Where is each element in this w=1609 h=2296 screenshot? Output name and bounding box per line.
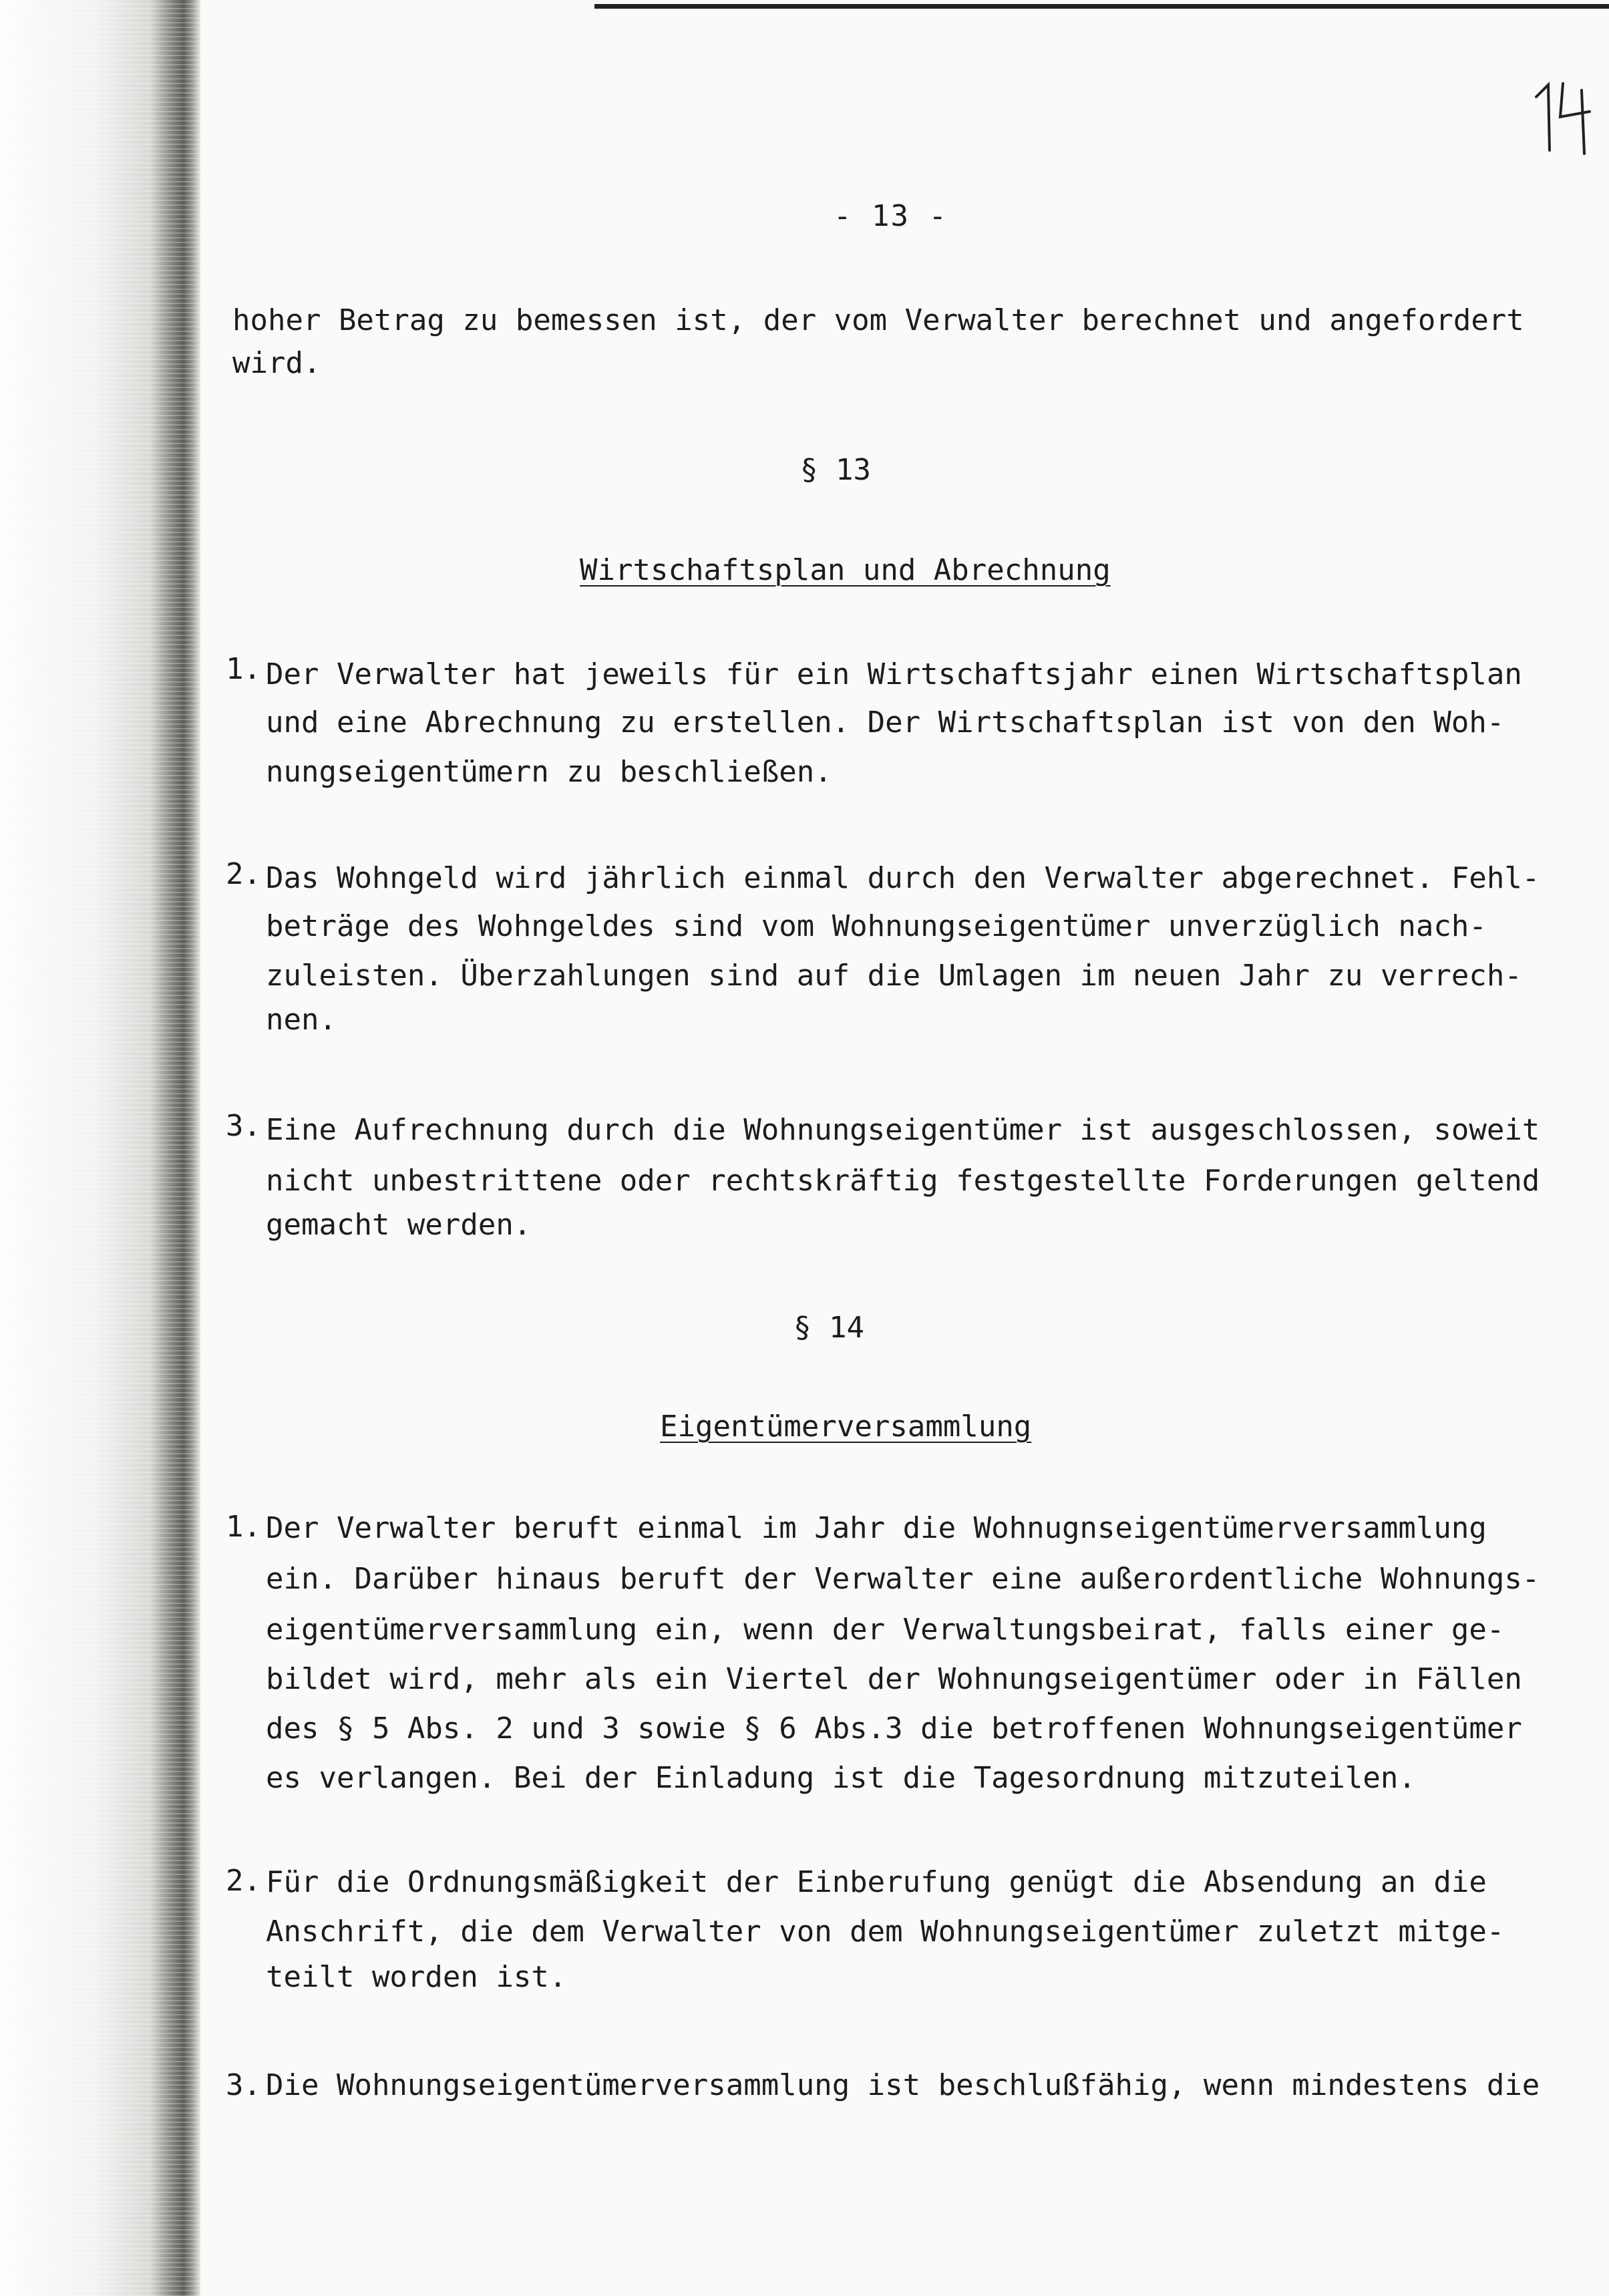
section-14-title: Eigentümerversammlung	[660, 1410, 1032, 1444]
item-line: nicht unbestrittene oder rechtskräftig festgestellte Forderungen geltend	[266, 1164, 1540, 1198]
item-line: Eine Aufrechnung durch die Wohnungseigentümer ist ausgeschlossen, soweit	[266, 1113, 1540, 1147]
item-number: 2.	[226, 857, 261, 891]
section-13-mark: § 13	[800, 453, 871, 487]
item-line: Anschrift, die dem Verwalter von dem Wohnungseigentümer zuletzt mitge-	[266, 1915, 1505, 1949]
page-number: - 13 -	[834, 199, 948, 233]
item-line: ein. Darüber hinaus beruft der Verwalter eine außerordentliche Wohnungs-	[266, 1562, 1540, 1596]
continuation-line: hoher Betrag zu bemessen ist, der vom Verwalter berechnet und angefordert	[232, 303, 1524, 337]
scan-binding-edge	[0, 0, 200, 2296]
item-line: nen.	[266, 1003, 337, 1037]
section-13-title: Wirtschaftsplan und Abrechnung	[580, 553, 1111, 587]
item-line: teilt worden ist.	[266, 1960, 567, 1994]
item-line: gemacht werden.	[266, 1208, 532, 1242]
item-line: Der Verwalter beruft einmal im Jahr die Wohnugnseigentümerversammlung	[266, 1511, 1487, 1545]
item-line: Für die Ordnungsmäßigkeit der Einberufung genügt die Absendung an die	[266, 1865, 1487, 1899]
item-line: eigentümerversammlung ein, wenn der Verwaltungsbeirat, falls einer ge-	[266, 1613, 1505, 1647]
item-number: 1.	[226, 1510, 261, 1544]
item-line: zuleisten. Überzahlungen sind auf die Umlagen im neuen Jahr zu verrech-	[266, 959, 1522, 993]
section-14-mark: § 14	[793, 1311, 864, 1345]
item-line: des § 5 Abs. 2 und 3 sowie § 6 Abs.3 die betroffenen Wohnungseigentümer	[266, 1711, 1522, 1746]
item-number: 3.	[226, 1109, 261, 1143]
item-line: und eine Abrechnung zu erstellen. Der Wirtschaftsplan ist von den Woh-	[266, 705, 1505, 740]
item-number: 2.	[226, 1864, 261, 1898]
item-line: es verlangen. Bei der Einladung ist die Tagesordnung mitzuteilen.	[266, 1761, 1416, 1795]
item-line: Das Wohngeld wird jährlich einmal durch den Verwalter abgerechnet. Fehl-	[266, 861, 1540, 895]
continuation-line: wird.	[232, 346, 321, 380]
item-line: beträge des Wohngeldes sind vom Wohnungseigentümer unverzüglich nach-	[266, 909, 1487, 943]
item-line: Der Verwalter hat jeweils für ein Wirtschaftsjahr einen Wirtschaftsplan	[266, 657, 1522, 691]
handwritten-page-number	[1530, 70, 1596, 164]
item-line: bildet wird, mehr als ein Viertel der Wohnungseigentümer oder in Fällen	[266, 1662, 1522, 1696]
item-line: nungseigentümern zu beschließen.	[266, 755, 832, 789]
item-number: 3.	[226, 2068, 261, 2102]
top-rule	[594, 4, 1609, 9]
item-line: Die Wohnungseigentümerversammlung ist beschlußfähig, wenn mindestens die	[266, 2068, 1540, 2102]
item-number: 1.	[226, 652, 261, 686]
